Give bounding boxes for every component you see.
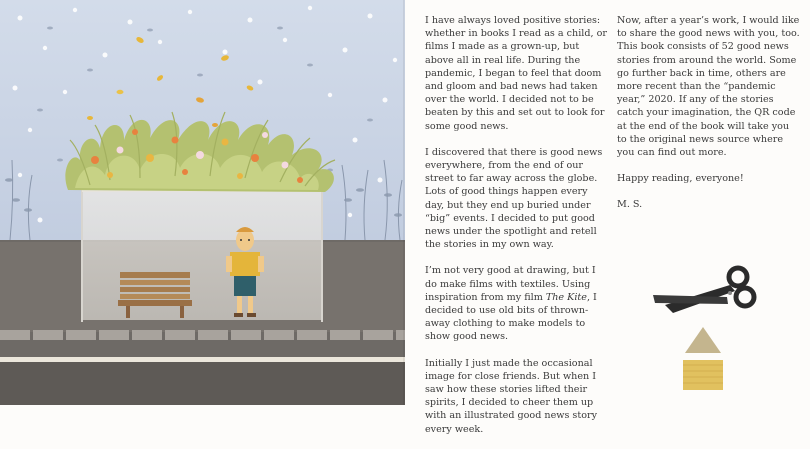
author-signature: M. S.: [617, 199, 643, 211]
text-column-left: [425, 14, 607, 449]
text-page: [405, 0, 810, 435]
paragraph-happy-reading: Happy reading, everyone!: [617, 173, 744, 185]
kerb-stones: [0, 330, 405, 340]
paragraph-good-news: I discovered that there is good news everywhere, from the end of our street to far away across the globe. Lots of good things happen every day, but they end up buried under “big” events. I decided to put good news under the spotlight and retell the stories in my own way.: [425, 146, 603, 251]
textile-illustration: [0, 0, 405, 405]
road-line: [0, 357, 405, 362]
text-column-right: [617, 14, 800, 225]
illustration-svg: [0, 0, 405, 405]
scissors-icon: [653, 268, 754, 313]
paragraph-textiles-start: I’m not very good at drawing, but I do make films with textiles. Using inspiration from my film: [425, 265, 596, 303]
scissors-and-swatches: [635, 255, 785, 400]
paragraph-textiles: [425, 264, 607, 343]
square-fabric-swatch: [683, 360, 723, 390]
film-title: The Kite: [545, 291, 587, 303]
paragraph-book-description: Now, after a year’s work, I would like to share the good news with you, too. This book consists of 52 good news stories from around the world. Some go further back in time, others are more recent than the “pandemic year,” 2020. If any of the stories catch your imagination, the QR code at the end of the book will take you to the original news source where you can find out more.: [617, 15, 800, 159]
paragraph-weekly-story: Initially I just made the occasional image for close friends. But when I saw how these stories lifted their spirits, I decided to cheer them up with an illustrated good news story every week.: [425, 357, 597, 435]
triangle-fabric-swatch: [685, 327, 721, 353]
road: [0, 362, 405, 405]
paragraph-textiles-end: , I decided to use old bits of thrown-away clothing to make models to show good news.: [425, 291, 597, 343]
paragraph-intro: I have always loved positive stories: whether in books I read as a child, or films I made as a grown-up, but above all in real life. During the pandemic, I began to feel that doom and gloom and bad news had taken over the world. I decided not to be beaten by this and set out to look for some good news.: [425, 15, 607, 132]
